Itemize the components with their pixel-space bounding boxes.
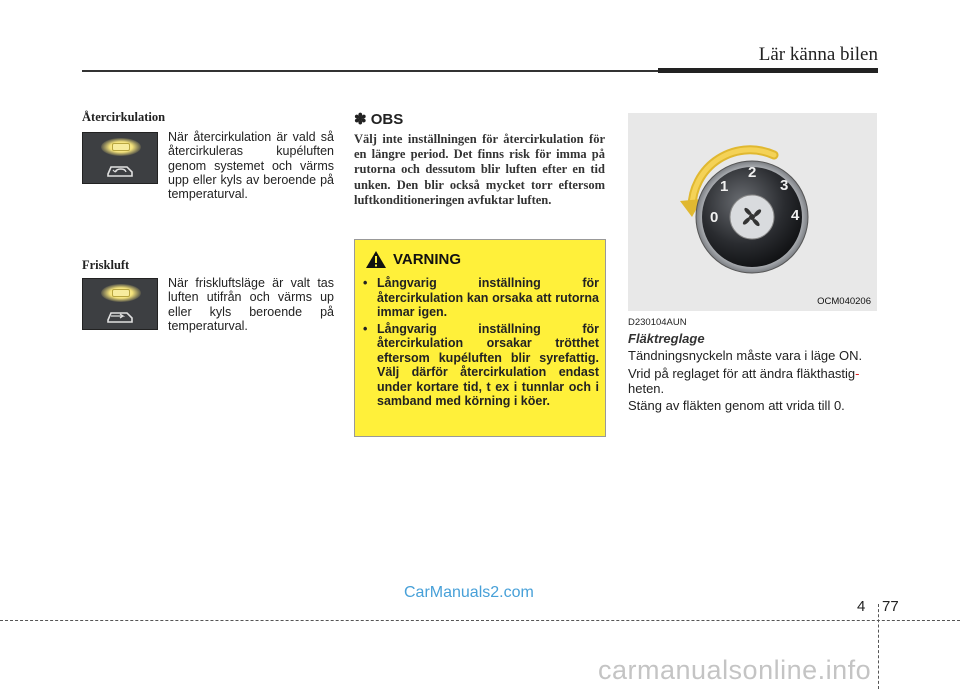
recirculation-button-icon: [82, 132, 158, 184]
section-code: D230104AUN: [628, 317, 687, 328]
chapter-number: 4: [857, 598, 866, 615]
warning-item: [363, 322, 599, 409]
bullet: •: [363, 276, 368, 290]
speed-label-3: 3: [780, 177, 789, 194]
page-number: 77: [882, 598, 899, 615]
fresh-air-text: När friskluftsläge är valt tas luften utifrån och värms up eller kyls beroende på temperaturval.: [168, 276, 334, 333]
warning-triangle-icon: [365, 250, 387, 269]
watermark-text: carmanualsonline.info: [598, 655, 872, 685]
fresh-air-button-icon: [82, 278, 158, 330]
obs-text: Välj inte inställningen för återcirkulation för en längre period. Det finns risk för imma på rutorna och dessutom blir luften efter en tid unken. Den blir också mycket torr eftersom luftkonditioneringen avfuktar luften.: [354, 132, 605, 207]
obs-title: ✽ OBS: [354, 111, 404, 128]
footer-divider: [878, 604, 879, 689]
header-title: Lär känna bilen: [758, 44, 878, 65]
warning-box: [354, 239, 606, 437]
warning-item-text: Långvarig inställning för återcirkulation orsakar trötthet eftersom kupéluften blir syrefattig. Välj därför återcirkulation endast under kortare tid, t ex i tunnlar och i samband med körning i köer.: [377, 321, 599, 408]
fan-control-paragraph-1: Tändningsnyckeln måste vara i läge ON.: [628, 348, 863, 363]
fan-knob-illustration: [628, 113, 877, 311]
fan-knob-svg: [628, 113, 877, 311]
indicator-led-icon: [112, 289, 130, 297]
recirculation-text: När återcirkulation är vald så återcirkuleras kupéluften genom systemet och värms upp eller kyls av beroende på temperaturval.: [168, 130, 334, 202]
recirculation-heading: Återcirkulation: [82, 110, 166, 124]
warning-title: VARNING: [393, 251, 462, 268]
header-rule-accent: [658, 68, 878, 73]
speed-label-1: 1: [720, 178, 729, 195]
recirculation-car-icon: [105, 157, 137, 181]
paragraph-2-end: heten.: [628, 381, 665, 396]
bullet: •: [363, 321, 368, 336]
image-code: OCM040206: [817, 296, 871, 307]
warning-item-text: Långvarig inställning för återcirkulation kan orsaka att rutorna immar igen.: [377, 276, 599, 319]
fresh-air-heading: Friskluft: [82, 258, 130, 272]
indicator-led-icon: [112, 143, 130, 151]
speed-label-4: 4: [791, 207, 800, 224]
watermark-link[interactable]: CarManuals2.com: [404, 584, 534, 601]
header-rule: [82, 70, 660, 72]
fan-control-title: Fläktreglage: [628, 331, 705, 346]
fan-control-paragraph-3: Stäng av fläkten genom att vrida till 0.: [628, 398, 845, 413]
fan-control-paragraph-2: [628, 366, 878, 396]
warning-header: [365, 250, 595, 269]
footer-rule: [0, 620, 960, 621]
warning-item: [363, 276, 599, 320]
paragraph-2-hyphen: -: [855, 366, 860, 381]
fresh-air-car-icon: [105, 303, 137, 327]
speed-label-2: 2: [748, 164, 757, 181]
paragraph-2-main: Vrid på reglaget för att ändra fläkthastig: [628, 366, 856, 381]
warning-list: [363, 276, 599, 411]
speed-label-0: 0: [710, 209, 719, 226]
